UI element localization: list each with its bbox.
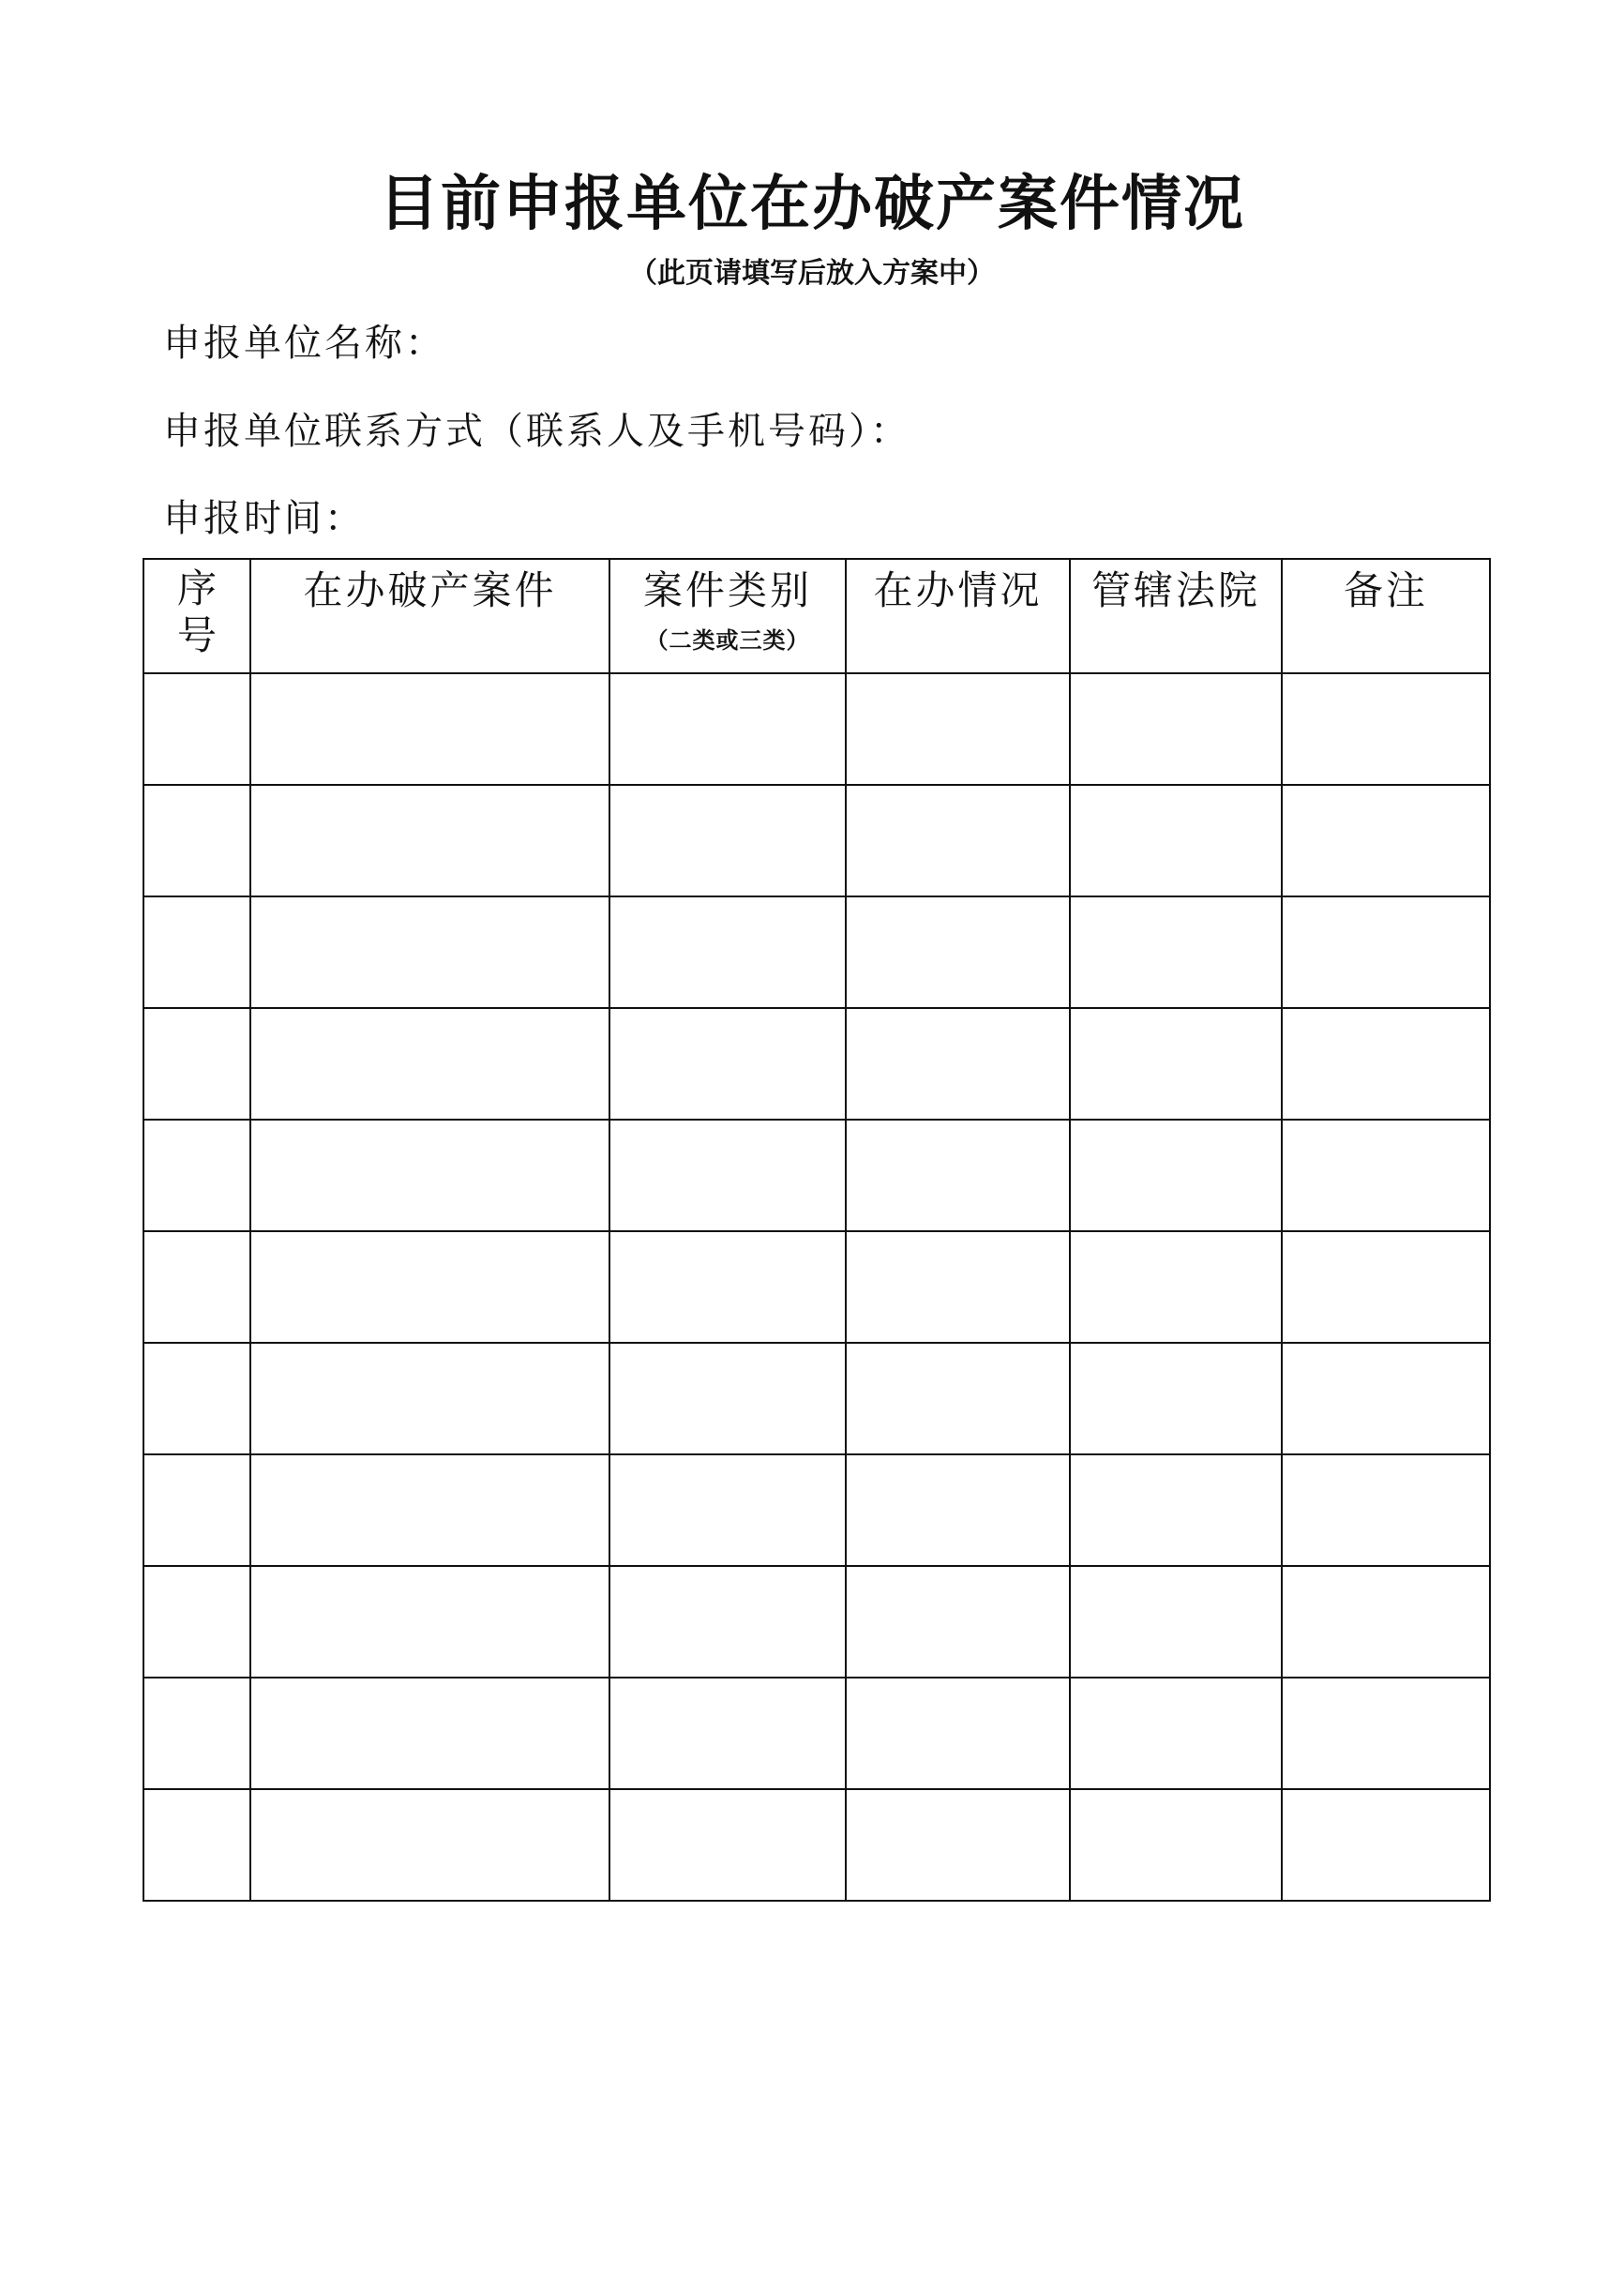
table-cell [846, 785, 1070, 896]
table-cell [1070, 1008, 1282, 1120]
table-cell [1282, 1566, 1490, 1678]
table-cell [1282, 1008, 1490, 1120]
table-cell [609, 1678, 846, 1789]
table-body [143, 673, 1490, 1901]
application-date-field: 申报时间： [163, 497, 365, 540]
header-label: 管辖法院 [1090, 567, 1260, 613]
table-cell [143, 785, 250, 896]
table-row [143, 1343, 1490, 1454]
table-row [143, 1120, 1490, 1231]
table-cell [143, 1343, 250, 1454]
table-cell [1282, 1454, 1490, 1566]
table-header-row [143, 559, 1490, 673]
table-cell [143, 896, 250, 1008]
table-cell [609, 1120, 846, 1231]
table-cell [250, 1678, 609, 1789]
table-cell [609, 896, 846, 1008]
table-cell [1282, 1789, 1490, 1901]
header-remarks [1282, 559, 1490, 673]
table-cell [846, 1789, 1070, 1901]
table-cell [250, 1343, 609, 1454]
table-cell [1070, 1343, 1282, 1454]
table-cell [846, 896, 1070, 1008]
table-cell [1070, 1678, 1282, 1789]
table-cell [609, 1231, 846, 1343]
table-cell [143, 1454, 250, 1566]
table-cell [250, 1789, 609, 1901]
table-cell [609, 673, 846, 785]
header-case-name [250, 559, 609, 673]
table-cell [143, 1120, 250, 1231]
document-title: 目前申报单位在办破产案件情况 [379, 170, 1245, 239]
table-cell [250, 1008, 609, 1120]
table-cell [1282, 1343, 1490, 1454]
table-cell [1070, 1120, 1282, 1231]
table-cell [1282, 1231, 1490, 1343]
table-cell [846, 1566, 1070, 1678]
table-row [143, 1566, 1490, 1678]
applicant-contact-field: 申报单位联系方式（联系人及手机号码）： [163, 410, 910, 453]
table-cell [609, 1789, 846, 1901]
header-label: 在办破产案件 [303, 567, 557, 613]
table-cell [1282, 673, 1490, 785]
table-row [143, 1678, 1490, 1789]
table-cell [250, 673, 609, 785]
table-cell [1282, 1678, 1490, 1789]
table-row [143, 896, 1490, 1008]
table-row [143, 1454, 1490, 1566]
table-cell [143, 1008, 250, 1120]
table-cell [1070, 1566, 1282, 1678]
table-cell [143, 1566, 250, 1678]
table-cell [143, 1789, 250, 1901]
table-cell [1070, 673, 1282, 785]
header-note: （二类或三类） [645, 627, 810, 654]
table-cell [143, 1678, 250, 1789]
table-cell [1070, 785, 1282, 896]
table-cell [846, 1008, 1070, 1120]
applicant-name-field: 申报单位名称： [163, 322, 445, 365]
table-cell [1070, 896, 1282, 1008]
header-label: 在办情况 [873, 567, 1043, 613]
table-cell [846, 1343, 1070, 1454]
table-cell [250, 1120, 609, 1231]
table-cell [1282, 896, 1490, 1008]
cases-table-container [143, 558, 1489, 1902]
table-cell [1070, 1789, 1282, 1901]
header-court [1070, 559, 1282, 673]
table-cell [250, 1566, 609, 1678]
table-cell [143, 673, 250, 785]
document-subtitle: （此页请填写后放入方案中） [629, 257, 995, 290]
table-cell [250, 785, 609, 896]
table-row [143, 1231, 1490, 1343]
table-cell [846, 673, 1070, 785]
header-case-category [609, 559, 846, 673]
table-cell [609, 1566, 846, 1678]
table-row [143, 1008, 1490, 1120]
table-cell [846, 1678, 1070, 1789]
table-cell [609, 1343, 846, 1454]
table-cell [1282, 785, 1490, 896]
table-cell [846, 1120, 1070, 1231]
table-cell [609, 1454, 846, 1566]
table-cell [846, 1454, 1070, 1566]
header-sequence-number [143, 559, 250, 673]
header-label: 案件类别 [642, 567, 812, 613]
table-cell [846, 1231, 1070, 1343]
table-cell [250, 1231, 609, 1343]
table-row [143, 1789, 1490, 1901]
table-row [143, 673, 1490, 785]
header-label: 序号 [177, 565, 220, 658]
header-case-status [846, 559, 1070, 673]
header-label: 备注 [1343, 567, 1428, 613]
cases-table [143, 558, 1491, 1902]
table-cell [1282, 1120, 1490, 1231]
table-cell [250, 1454, 609, 1566]
table-cell [1070, 1454, 1282, 1566]
table-cell [143, 1231, 250, 1343]
table-row [143, 785, 1490, 896]
table-cell [1070, 1231, 1282, 1343]
table-cell [250, 896, 609, 1008]
table-cell [609, 785, 846, 896]
table-cell [609, 1008, 846, 1120]
